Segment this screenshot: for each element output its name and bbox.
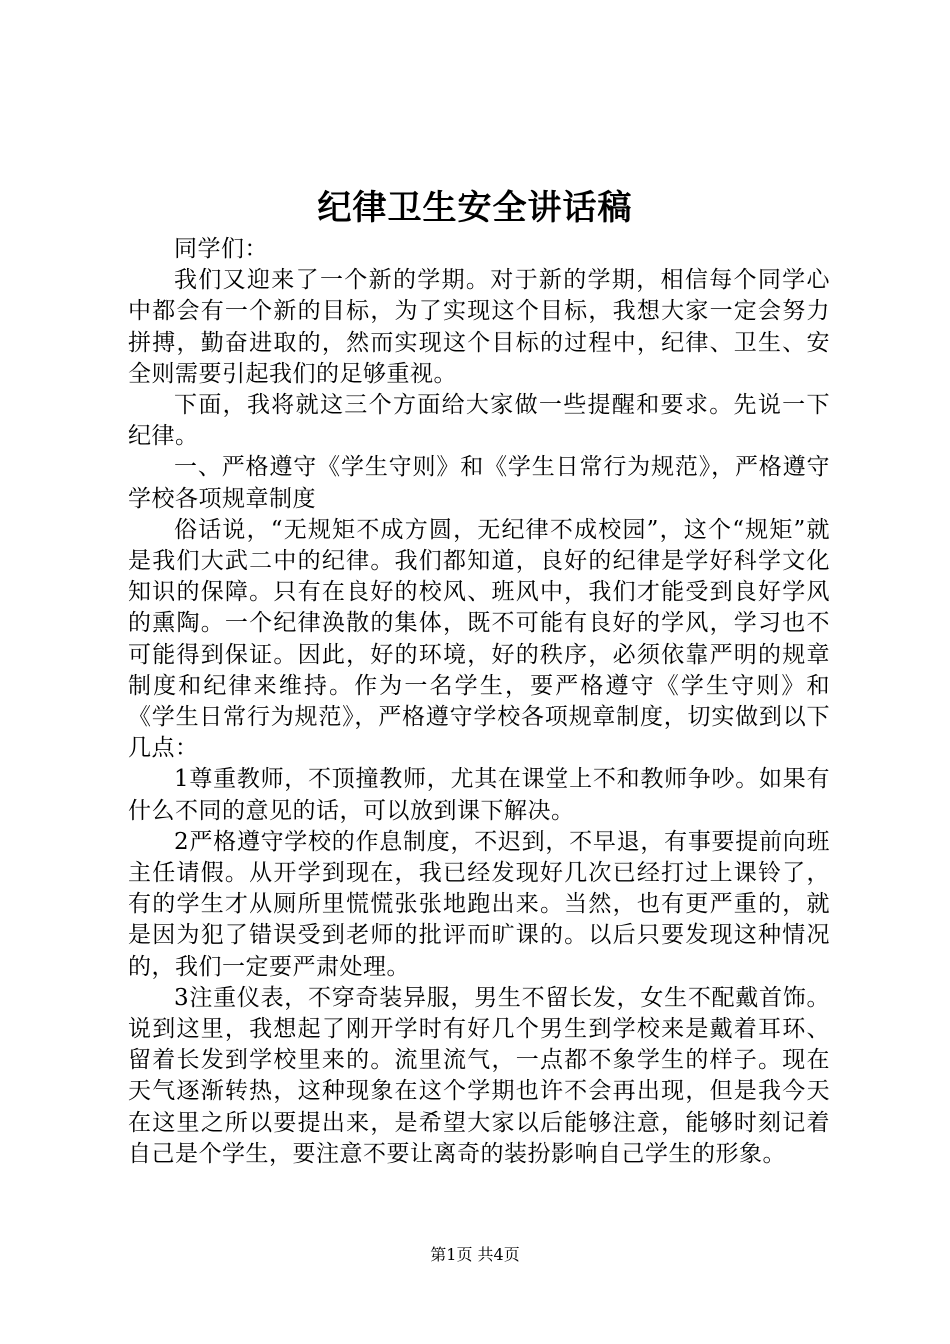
paragraph-discipline: 俗话说，“无规矩不成方圆，无纪律不成校园”，这个“规矩”就是我们大武二中的纪律。我们都知道，良好的纪律是学好科学文化知识的保障。只有在良好的校风、班风中，我们才能受到良好学风的熏陶。一个纪律涣散的集体，既不可能有良好的学风，学习也不可能得到保证。因此，好的环境，好的秩序，必须依靠严明的规章制度和纪律来维持。作为一名学生，要严格遵守《学生守则》和《学生日常行为规范》，严格遵守学校各项规章制度，切实做到以下几点：: [128, 516, 830, 762]
paragraph-section-heading: 一、严格遵守《学生守则》和《学生日常行为规范》，严格遵守学校各项规章制度: [128, 454, 830, 512]
paragraph-greeting: 同学们：: [174, 236, 268, 262]
paragraph-intro: 我们又迎来了一个新的学期。对于新的学期，相信每个同学心中都会有一个新的目标，为了实现这个目标，我想大家一定会努力拼搏，勤奋进取的，然而实现这个目标的过程中，纪律、卫生、安全则需要引起我们的足够重视。: [128, 267, 830, 387]
page-footer: 第1页 共4页: [430, 1245, 520, 1264]
document-title: 纪律卫生安全讲话稿: [317, 188, 633, 228]
paragraph-point-2: 2严格遵守学校的作息制度，不迟到，不早退，有事要提前向班主任请假。从开学到现在，我已经发现好几次已经打过上课铃了，有的学生才从厕所里慌慌张张地跑出来。当然，也有更严重的，就是因为犯了错误受到老师的批评而旷课的。以后只要发现这种情况的，我们一定要严肃处理。: [128, 828, 830, 980]
paragraph-overview: 下面，我将就这三个方面给大家做一些提醒和要求。先说一下纪律。: [128, 392, 830, 450]
paragraph-point-3: 3注重仪表，不穿奇装异服，男生不留长发，女生不配戴首饰。说到这里，我想起了刚开学时有好几个男生到学校来是戴着耳环、留着长发到学校里来的。流里流气，一点都不象学生的样子。现在天气逐渐转热，这种现象在这个学期也许不会再出现，但是我今天在这里之所以要提出来，是希望大家以后能够注意，能够时刻记着自己是个学生，要注意不要让离奇的装扮影响自己学生的形象。: [128, 984, 830, 1167]
paragraph-point-1: 1尊重教师，不顶撞教师，尤其在课堂上不和教师争吵。如果有什么不同的意见的话，可以放到课下解决。: [128, 766, 830, 824]
document-body: [128, 234, 830, 1170]
